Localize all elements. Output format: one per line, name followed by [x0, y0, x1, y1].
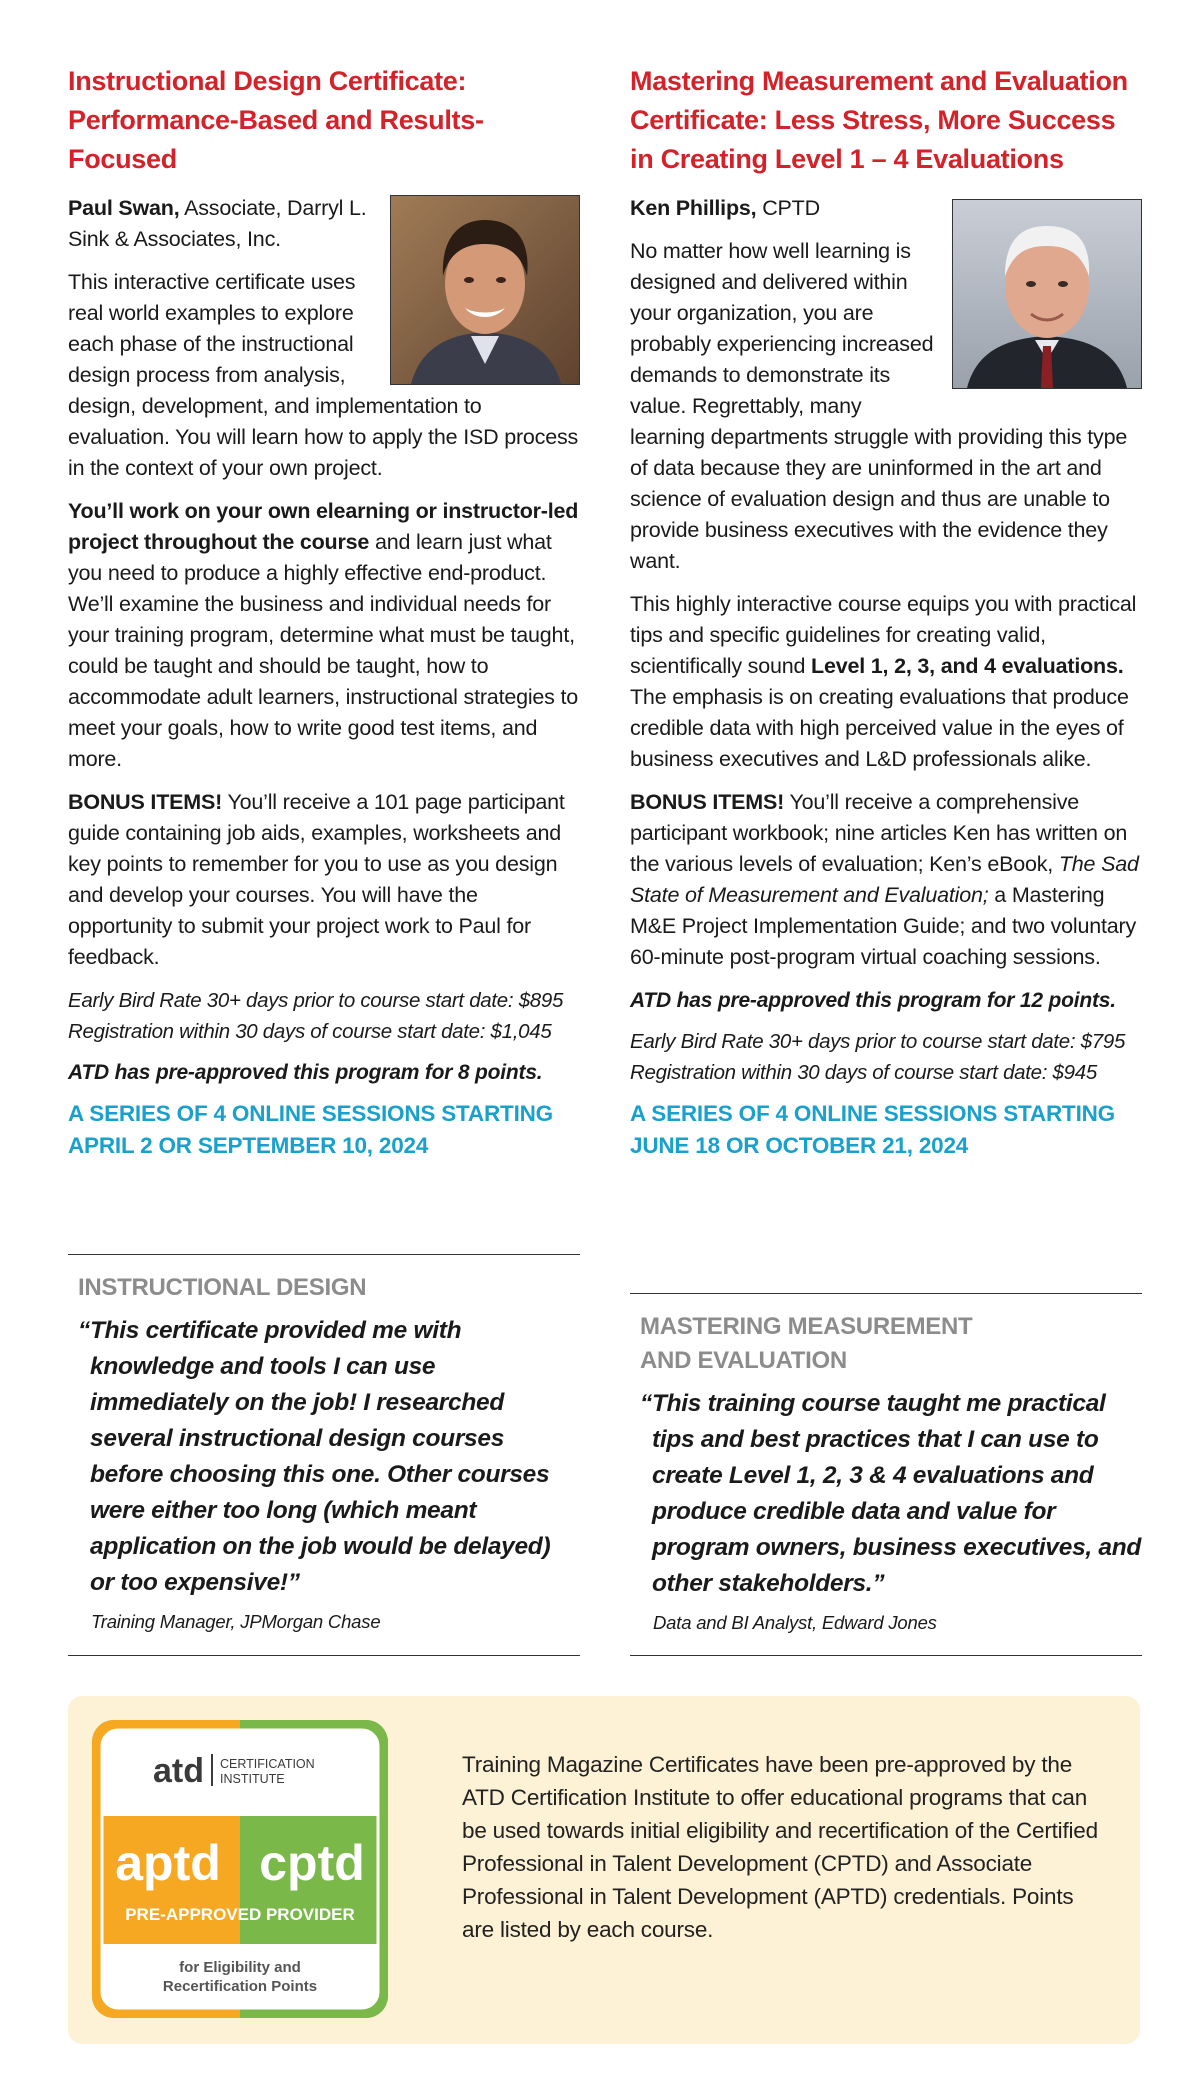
testimonial-measurement-evaluation — [630, 1293, 1142, 1656]
early-bird-rate: Early Bird Rate 30+ days prior to course start date: $895 — [68, 989, 564, 1012]
atd-preapproval-box — [68, 1696, 1140, 2044]
atd-badge-graphic — [92, 1720, 388, 2018]
registration-rate: Registration within 30 days of course start date: $945 — [630, 1061, 1097, 1084]
session-schedule: A SERIES OF 4 ONLINE SESSIONS STARTING JUNE 18 OR OCTOBER 21, 2024 — [630, 1101, 1115, 1158]
ebook-title: The Sad State of Measurement and Evaluation; — [630, 852, 1139, 907]
badge-footer-line1: for Eligibility and — [179, 1959, 301, 1976]
instructor-name: Ken Phillips, — [630, 196, 757, 220]
portrait-image — [391, 196, 579, 384]
bonus-text-a: You’ll receive a comprehensive participant workbook; nine articles Ken has written on the various levels of evaluation; Ken’s eBook, — [630, 790, 1128, 876]
pricing — [68, 985, 580, 1047]
instructor-name: Paul Swan, — [68, 196, 180, 220]
aptd-label: aptd — [115, 1835, 221, 1891]
bonus-label: BONUS ITEMS! — [68, 790, 223, 814]
testimonial-quote: “This training course taught me practical tips and best practices that I can use to create Level 1, 2, 3 & 4 evaluations and produce credible data and value for program owners, business executives, and other stakeholders.” — [640, 1390, 1142, 1597]
evaluation-levels: Level 1, 2, 3, and 4 evaluations. — [811, 654, 1124, 678]
course-title: Instructional Design Certificate: Performance-Based and Results-Focused — [68, 66, 484, 174]
institute-line2: INSTITUTE — [220, 1772, 285, 1786]
preapproval-text: Training Magazine Certificates have been pre-approved by the ATD Certification Institute to offer educational programs that can be used towards initial eligibility and recertification of the Certified Professional in Talent Development (CPTD) and Associate Professional in Talent Development (APTD) credentials. Points are listed by each course. — [462, 1752, 1098, 1942]
course-details-text-a: This highly interactive course equips you with practical tips and specific guidelines for creating valid, scientifically sound — [630, 592, 1137, 678]
course-details — [630, 589, 1142, 775]
testimonial-attribution: Training Manager, JPMorgan Chase — [91, 1611, 381, 1632]
testimonial-heading: INSTRUCTIONAL DESIGN — [78, 1274, 367, 1301]
measurement-evaluation-column — [630, 62, 1142, 1162]
testimonial-attribution: Data and BI Analyst, Edward Jones — [653, 1612, 937, 1633]
provider-label: PRE-APPROVED PROVIDER — [125, 1905, 355, 1924]
instructional-design-column — [68, 62, 580, 1162]
atd-points: ATD has pre-approved this program for 8 points. — [68, 1061, 543, 1084]
cptd-label: cptd — [259, 1835, 365, 1891]
course-description: This interactive certificate uses real world examples to explore each phase of the instructional design process from analysis, design, development, and implementation to evaluation. You will learn how to apply the ISD process in the context of your own project. — [68, 270, 579, 480]
badge-footer-line2: Recertification Points — [162, 1978, 318, 1995]
testimonial-heading: MASTERING MEASUREMENT AND EVALUATION — [640, 1313, 973, 1374]
instructor-role: Associate, Darryl L. Sink & Associates, Inc. — [68, 196, 367, 251]
course-details-text-b: The emphasis is on creating evaluations that produce credible data with high perceived value in the eyes of business executives and L&D professionals alike. — [630, 685, 1129, 771]
pricing — [630, 1026, 1142, 1088]
atd-points: ATD has pre-approved this program for 12 points. — [630, 989, 1116, 1012]
session-schedule: A SERIES OF 4 ONLINE SESSIONS STARTING APRIL 2 OR SEPTEMBER 10, 2024 — [68, 1101, 553, 1158]
course-title: Mastering Measurement and Evaluation Certificate: Less Stress, More Success in Creating Level 1 – 4 Evaluations — [630, 66, 1128, 174]
testimonial-quote: “This certificate provided me with knowledge and tools I can use immediately on the job! I researched several instructional design courses before choosing this one. Other courses were either too long (which meant application on the job would be delayed) or too expensive!” — [78, 1317, 551, 1596]
testimonial-instructional-design — [68, 1254, 580, 1656]
course-details — [68, 496, 580, 775]
portrait-image — [953, 200, 1141, 388]
instructor-photo-paul-swan — [390, 195, 580, 385]
atd-logo-text: atd — [153, 1752, 204, 1790]
bonus-text: You’ll receive a 101 page participant guide containing job aids, examples, worksheets and key points to remember for you to use as you design and develop your courses. You will have the opportunity to submit your project work to Paul for feedback. — [68, 790, 565, 969]
registration-rate: Registration within 30 days of course start date: $1,045 — [68, 1020, 552, 1043]
course-details-text: and learn just what you need to produce a highly effective end-product. We’ll examine the business and individual needs for your training program, determine what must be taught, could be taught and should be taught, how to accommodate adult learners, instructional strategies to meet your goals, how to write good test items, and more. — [68, 530, 579, 771]
institute-line1: CERTIFICATION — [220, 1757, 315, 1771]
course-description: No matter how well learning is designed and delivered within your organization, you are probably experiencing increased demands to demonstrate its value. Regrettably, many learning departments struggle with providing this type of data because they are uninformed in the art and science of evaluation design and thus are unable to provide business executives with the evidence they want. — [630, 239, 1128, 573]
bonus-items — [68, 787, 580, 973]
atd-provider-badge — [92, 1720, 388, 2018]
project-highlight: You’ll work on your own elearning or instructor-led project throughout the course — [68, 499, 579, 554]
instructor-role: CPTD — [756, 196, 820, 220]
early-bird-rate: Early Bird Rate 30+ days prior to course start date: $795 — [630, 1030, 1126, 1053]
bonus-items — [630, 787, 1142, 973]
bonus-label: BONUS ITEMS! — [630, 790, 785, 814]
instructor-photo-ken-phillips — [952, 199, 1142, 389]
bonus-text-b: a Mastering M&E Project Implementation Guide; and two voluntary 60-minute post-program virtual coaching sessions. — [630, 883, 1137, 969]
